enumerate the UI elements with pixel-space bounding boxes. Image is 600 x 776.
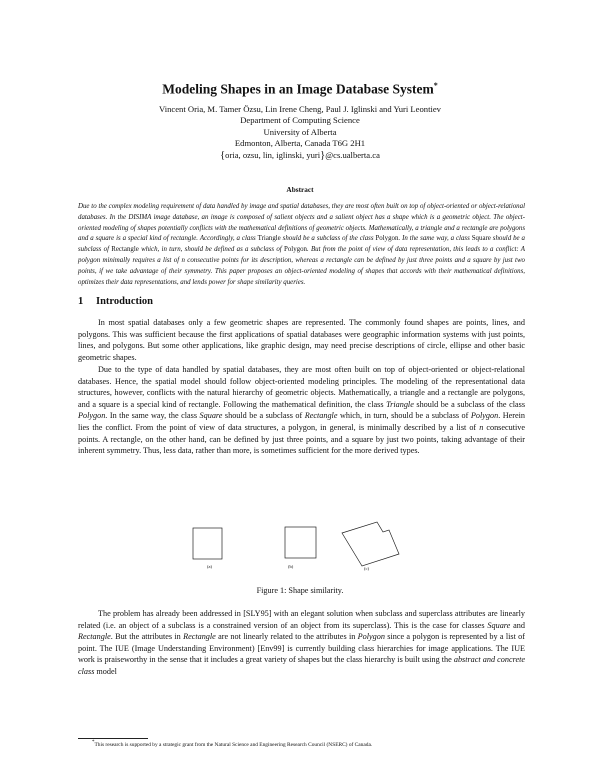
shape-rectangle — [193, 528, 222, 559]
class-name: Polygon — [470, 411, 499, 421]
abstract-term: Square — [471, 235, 491, 243]
email-close-brace: } — [320, 149, 326, 161]
abstract-term: Triangle — [257, 235, 281, 243]
paragraph-text: model — [94, 666, 117, 676]
footnote-marker: * — [92, 740, 95, 745]
paragraph-text: consecutive points. A rectangle, on the other hand, can be defined by just three points, and a square by just two points, taking advantage of their inherent symmetry. Thus, less data, rather than more, is sometimes sufficient for the more derived types. — [78, 422, 525, 456]
author-names: Vincent Oria, M. Tamer Özsu, Lin Irene Cheng, Paul J. Iglinski and Yuri Leontiev — [159, 104, 441, 114]
section-number: 1 — [78, 296, 84, 307]
paragraph-text: Due to the type of data handled by spatial databases, they are most often built on top of object-oriented or object-relational databases. Hence, the spatial model should follow object-oriented modeling principles. The modeling of the representational data structures, however, conflicts with the natural hierarchy of geometric objects. Mathematically, a triangle and a rectangle are polygons, and a square is a special kind of rectangle. Following the mathematical definition, the class — [78, 365, 525, 409]
abstract-heading: Abstract — [286, 185, 314, 194]
shape-square — [285, 527, 316, 558]
footnote-rule — [78, 738, 148, 739]
intro-paragraph-3 — [78, 608, 525, 678]
class-name: Polygon — [78, 411, 106, 421]
paragraph-text: should be a subclass of the class — [413, 399, 526, 409]
email-users: oria, ozsu, lin, iglinski, yuri — [225, 149, 321, 160]
figure-label-c: (c) — [364, 566, 369, 571]
section-title: Introduction — [96, 296, 153, 307]
class-name: Square — [199, 411, 223, 421]
class-name: Polygon — [357, 632, 385, 642]
abstract-term: Polygon — [284, 246, 307, 254]
paragraph-text: should be a subclass of — [222, 411, 305, 421]
section-heading — [78, 296, 153, 307]
abstract-text: should be a subclass of — [78, 235, 525, 254]
class-name: Triangle — [386, 399, 414, 409]
paragraph-text: . But the attributes in — [110, 632, 184, 642]
author-university: University of Alberta — [263, 126, 337, 137]
abstract-text: Due to the complex modeling requirement of data handled by image and spatial databases, they are most often built on top of object-oriented or object-relational databases. In the DISIMA image database, an image is composed of salient objects and a salient object has a shape which is a geometric object. The object-oriented modeling of shapes potentially conflicts with the mathematical definitions of geometric objects. Mathematically, a triangle and a rectangle are polygons and a square is a special kind of rectangle. Accordingly, a class — [78, 203, 525, 243]
paragraph-text: . Herein lies the conflict. From the point of view of data structures, a polygon, in general, is minimally described by a list of — [78, 411, 526, 432]
footnote-text: This research is supported by a strategic grant from the Natural Science and Engineering Research Council (NSERC) of Canada. — [94, 741, 373, 748]
shape-polygon — [342, 522, 399, 566]
paragraph-text: since a polygon is represented by a list of point. The IUE (Image Understanding Environment) [Env99] is currently building class hierarchies for image applications. The IUE work is praiseworthy in the sense that it includes a great variety of shapes but the class hierarchy is built using the — [78, 632, 525, 665]
abstract-text: which, in turn, should be defined as a subclass of — [138, 246, 284, 254]
author-department: Department of Computing Science — [240, 115, 360, 126]
paragraph-text: and — [510, 620, 525, 630]
paper-title — [0, 81, 600, 98]
abstract-text: should be a subclass of the class — [280, 235, 376, 243]
paragraph-text: are not linearly related to the attributes in — [215, 632, 358, 642]
paragraph-text: which, in turn, should be a subclass of — [337, 411, 471, 421]
math-variable: n — [479, 422, 484, 432]
email-domain: @cs.ualberta.ca — [325, 149, 380, 160]
author-block — [0, 104, 600, 161]
abstract-text: . In the same way, a class — [398, 235, 472, 243]
class-name: Rectangle — [183, 632, 216, 642]
title-text: Modeling Shapes in an Image Database System — [162, 81, 434, 97]
class-name: Square — [487, 620, 511, 630]
figure-caption: Figure 1: Shape similarity. — [256, 586, 344, 595]
class-name: Rectangle — [304, 411, 338, 421]
class-name: Rectangle — [78, 632, 111, 642]
author-email — [0, 150, 600, 161]
emphasized-term: abstract and concrete class — [78, 655, 525, 676]
title-footnote-marker: * — [433, 81, 438, 90]
email-open-brace: { — [220, 149, 226, 161]
paragraph-text: The problem has already been addressed in [SLY95] with an elegant solution when subclass and superclass attributes are linearly related (i.e. an object of a subclass is a constrained version of an object from its superclass). This is the case for classes — [78, 609, 525, 630]
abstract-term: Polygon — [375, 235, 399, 243]
abstract-body — [78, 202, 525, 288]
figure-1 — [190, 518, 400, 576]
intro-paragraph-2 — [78, 364, 525, 457]
figure-label-b: (b) — [288, 564, 294, 569]
intro-paragraph-1: In most spatial databases only a few geometric shapes are represented. The commonly found shapes are points, lines, and polygons. This was sufficient because the first applications of spatial databases were geographic information systems with just points, lines, and polygons. But some other applications, like graphic design, may need precise descriptions of circle, ellipse and other basic geometric shapes. — [78, 318, 525, 362]
figure-label-a: (a) — [207, 564, 212, 569]
paragraph-text: . In the same way, the class — [105, 411, 200, 421]
abstract-term: Rectangle — [111, 246, 139, 254]
author-address: Edmonton, Alberta, Canada T6G 2H1 — [234, 138, 366, 149]
abstract-text: . But from the point of view of data representation, this leads to a conflict: A polygon minimally requires a list of n consecutive points for its description, whereas a rectangle can be defined by just three points and a square by just two points, if we take advantage of their symmetry. This paper proposes an object-oriented modeling of shapes that accords with their mathematical definitions, optimizes their data representations, and lends power for shape similarity queries. — [78, 246, 526, 286]
footnote — [92, 740, 372, 748]
